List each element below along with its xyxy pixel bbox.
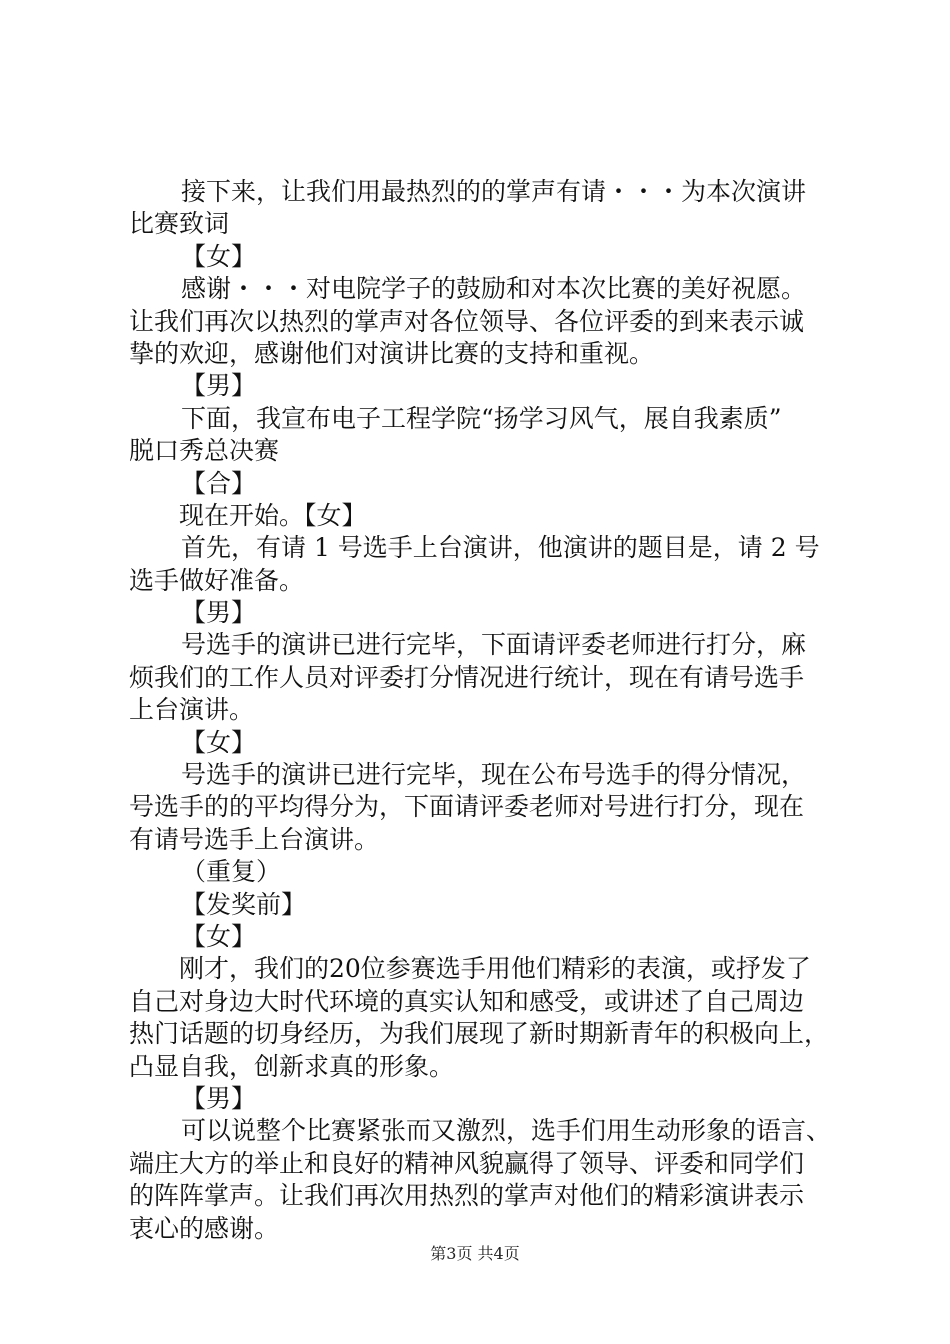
speaker-tag: 【合】 [181,468,257,498]
document-body [129,176,834,1245]
speaker-tag: 【女】 [181,921,257,951]
paragraph-line: 端庄大方的举止和良好的精神风貌赢得了领导、评委和同学们 [129,1148,805,1178]
paragraph-line: 下面，我宣布电子工程学院“扬学习风气，展自我素质” [181,403,782,433]
speaker-tag: 【男】 [181,598,257,628]
paragraph-line: 上台演讲。 [129,695,255,725]
paragraph-line: 脱口秀总决赛 [129,436,280,466]
stage-direction: （重复） [181,857,282,887]
paragraph-line: 刚才，我们的20位参赛选手用他们精彩的表演，或抒发了 [179,954,811,984]
paragraph-line: 比赛致词 [129,209,230,239]
section-tag: 【发奖前】 [181,889,307,919]
speaker-tag: 【女】 [181,727,257,757]
page-footer: 第3页 共4页 [430,1244,520,1263]
speaker-tag: 【男】 [181,371,257,401]
paragraph-line: 号选手的演讲已进行完毕，现在公布号选手的得分情况， [181,760,807,790]
paragraph-line: 烦我们的工作人员对评委打分情况进行统计，现在有请号选手 [129,662,805,692]
paragraph-line: 的阵阵掌声。让我们再次用热烈的掌声对他们的精彩演讲表示 [129,1181,805,1211]
paragraph-line: 衷心的感谢。 [129,1213,280,1243]
paragraph-line: 自己对身边大时代环境的真实认知和感受，或讲述了自己周边 [129,986,805,1016]
paragraph-line: 接下来，让我们用最热烈的的掌声有请・・・为本次演讲 [181,177,807,206]
paragraph-line: 有请号选手上台演讲。 [129,824,380,854]
paragraph-line: 让我们再次以热烈的掌声对各位领导、各位评委的到来表示诚 [129,306,805,336]
paragraph-line: 可以说整个比赛紧张而又激烈，选手们用生动形象的语言、 [181,1116,832,1146]
speaker-tag: 【女】 [181,241,257,271]
paragraph-line: 选手做好准备。 [129,565,305,595]
paragraph-line: 号选手的演讲已进行完毕，下面请评委老师进行打分，麻 [181,630,807,660]
paragraph-line: 挚的欢迎，感谢他们对演讲比赛的支持和重视。 [129,338,655,368]
paragraph-line: 号选手的的平均得分为，下面请评委老师对号进行打分，现在 [129,792,805,822]
paragraph-line: 感谢・・・对电院学子的鼓励和对本次比赛的美好祝愿。 [181,274,807,304]
paragraph-line: 首先，有请 1 号选手上台演讲，他演讲的题目是，请 2 号 [181,533,820,563]
paragraph-line: 凸显自我，创新求真的形象。 [129,1051,455,1081]
speaker-tag: 【男】 [181,1083,257,1113]
paragraph-line: 现在开始。【女】 [179,500,367,530]
paragraph-line: 热门话题的切身经历，为我们展现了新时期新青年的积极向上， [129,1019,830,1049]
